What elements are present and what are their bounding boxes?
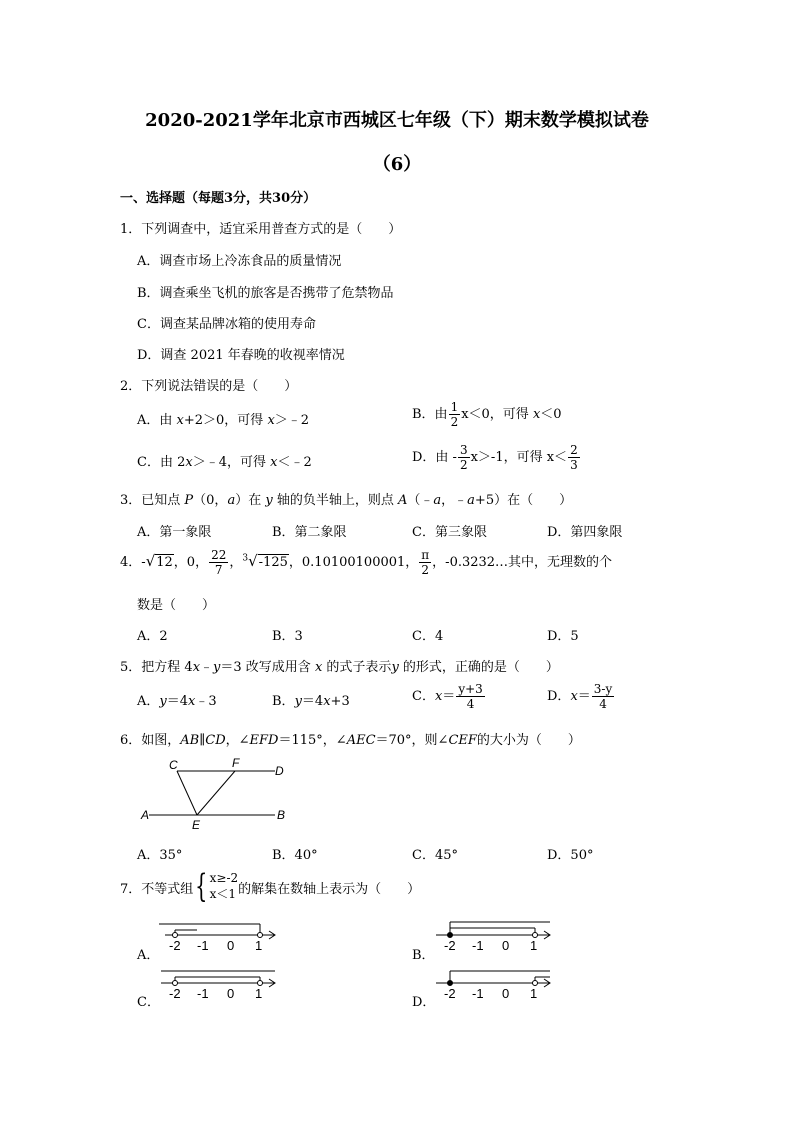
tick-label: 1: [255, 986, 263, 1001]
section-heading: 一、选择题（每题3分，共30分）: [120, 191, 317, 206]
tick-label: -2: [169, 938, 181, 953]
question-1-option-c: C．调查某品牌冰箱的使用寿命: [137, 317, 316, 332]
segment-fe: [197, 771, 235, 815]
question-7-option-c-label: C．: [137, 995, 160, 1010]
question-4-option-c: C．4: [412, 629, 444, 644]
page-title-line2: （6）: [372, 154, 422, 175]
question-6-option-d: D．50°: [547, 848, 594, 863]
question-2-option-c: C．由 2x＞﹣4，可得 x＜﹣2: [137, 455, 312, 470]
label-b: B: [277, 808, 286, 822]
question-1-option-a: A．调查市场上冷冻食品的质量情况: [137, 254, 342, 269]
question-3-option-a: A．第一象限: [137, 525, 212, 540]
tick-label: 0: [227, 938, 235, 953]
question-3-stem: 3．已知点 P（0，a）在 y 轴的负半轴上，则点 A（﹣a，﹣a+5）在（ ）: [120, 493, 573, 508]
number-line-d: [432, 966, 562, 1004]
tick-label: 1: [530, 986, 538, 1001]
tick-label: -1: [472, 986, 484, 1001]
question-6-option-b: B．40°: [272, 848, 318, 863]
label-c: C: [169, 758, 178, 772]
tick-label: -1: [197, 986, 209, 1001]
question-5-option-c: C．x＝ $\frac{y+3}{4}$: [412, 682, 483, 711]
question-5-stem: 5．把方程 4x﹣y＝3 改写成用含 x 的式子表示y 的形式，正确的是（ ）: [120, 660, 559, 675]
tick-label: -1: [197, 938, 209, 953]
number-line-c: [157, 966, 287, 1004]
question-4-option-d: D．5: [547, 629, 579, 644]
point-1-open: [258, 981, 263, 986]
tick-label: 1: [530, 938, 538, 953]
question-2-option-d: D．由 - $\frac{3}{2}$ x＞-1，可得 x＜ $\frac{2}{3}$: [412, 443, 578, 472]
label-d: D: [275, 764, 284, 778]
segment-ce: [177, 771, 197, 815]
number-line-b: [432, 918, 562, 956]
question-3-option-d: D．第四象限: [547, 525, 623, 540]
point-minus2-open: [173, 981, 178, 986]
point-1-open: [533, 981, 538, 986]
question-4-option-b: B．3: [272, 629, 303, 644]
tick-label: -1: [472, 938, 484, 953]
question-7-option-a-label: A．: [137, 948, 160, 963]
question-2-option-a: A．由 x+2＞0，可得 x＞﹣2: [137, 413, 310, 428]
number-line-a: [157, 918, 287, 956]
tick-label: 0: [502, 938, 510, 953]
label-f: F: [232, 756, 240, 770]
point-1-open: [258, 933, 263, 938]
question-7-option-d-label: D．: [412, 995, 436, 1010]
question-2-option-b: B．由 $\frac{1}{2}$ x＜0，可得 x＜0: [412, 400, 562, 429]
question-3-option-b: B．第二象限: [272, 525, 347, 540]
point-1-open: [533, 933, 538, 938]
point-minus2-filled: [448, 981, 453, 986]
question-6-stem: 6．如图，AB∥CD，∠EFD＝115°，∠AEC＝70°，则∠CEF的大小为（ ）: [120, 733, 581, 748]
question-5-option-d: D．x＝ $\frac{3-y}{4}$: [547, 682, 613, 711]
question-4-stem-line2: 数是（ ）: [137, 598, 216, 613]
question-6-option-c: C．45°: [412, 848, 458, 863]
question-7-option-b-label: B．: [412, 948, 435, 963]
question-1-stem: 1．下列调查中，适宜采用普查方式的是（ ）: [120, 222, 402, 237]
tick-label: -2: [169, 986, 181, 1001]
question-4-option-a: A．2: [137, 629, 168, 644]
question-3-option-c: C．第三象限: [412, 525, 487, 540]
point-minus2-open: [173, 933, 178, 938]
question-5-option-a: A．y＝4x﹣3: [137, 694, 217, 709]
tick-label: 1: [255, 938, 263, 953]
tick-label: -2: [444, 986, 456, 1001]
tick-label: 0: [502, 986, 510, 1001]
question-1-option-b: B．调查乘坐飞机的旅客是否携带了危禁物品: [137, 286, 394, 301]
question-2-stem: 2．下列说法错误的是（ ）: [120, 379, 298, 394]
tick-label: 0: [227, 986, 235, 1001]
page-title: 2020-2021学年北京市西城区七年级（下）期末数学模拟试卷: [145, 110, 649, 131]
point-minus2-filled: [448, 933, 453, 938]
question-6-figure: [135, 755, 295, 835]
question-1-option-d: D．调查 2021 年春晚的收视率情况: [137, 348, 345, 363]
question-7-stem: 7．不等式组{ x≥-2 x＜1 的解集在数轴上表示为（ ）: [120, 867, 421, 905]
question-4-stem: 4．-√12，0， $\frac{22}{7}$ ，$^3$√-125，0.10100100001， $\frac{\pi}{2}$ ，-0.3232…其中，无理数的个: [120, 548, 613, 577]
tick-label: -2: [444, 938, 456, 953]
question-5-option-b: B．y＝4x+3: [272, 694, 350, 709]
label-a: A: [141, 808, 150, 822]
question-6-option-a: A．35°: [137, 848, 183, 863]
label-e: E: [192, 818, 201, 832]
